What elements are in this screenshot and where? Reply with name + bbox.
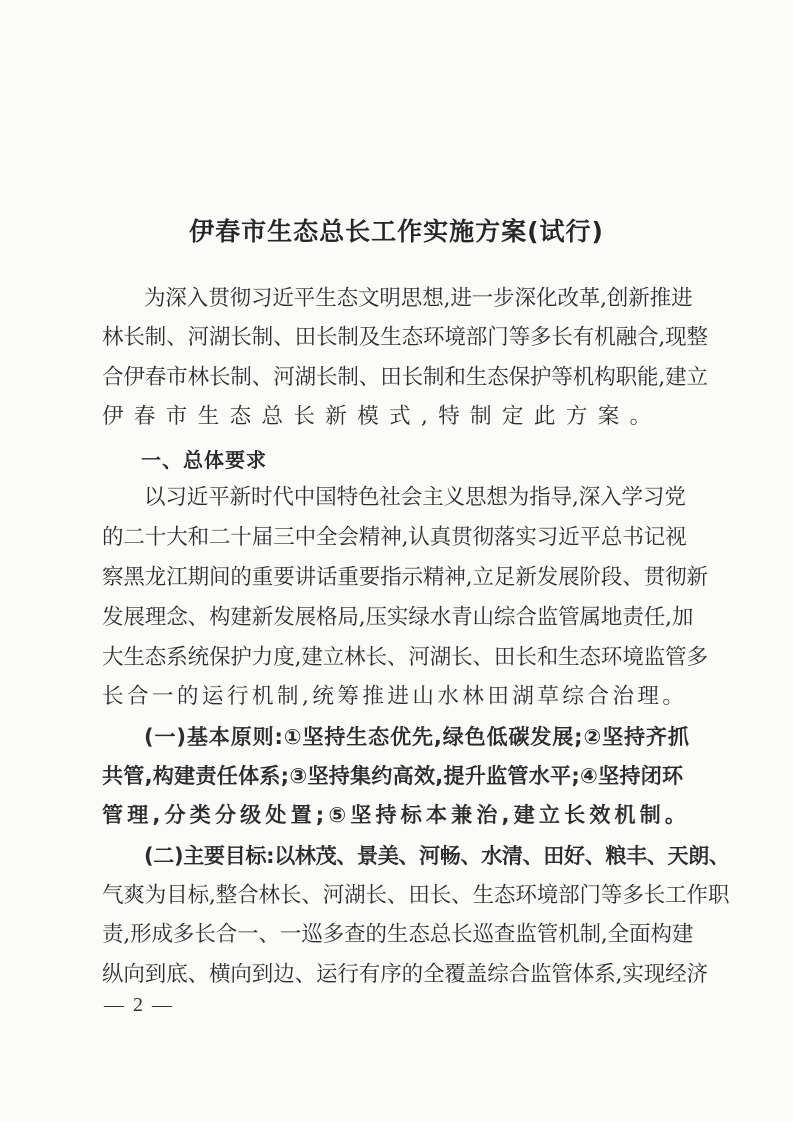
- goals-line: 责,形成多长合一、一巡多查的生态总长巡查监管机制,全面构建: [102, 922, 694, 947]
- section-line: 的二十大和二十届三中全会精神,认真贯彻落实习近平总书记视: [102, 525, 687, 550]
- principles-line: 管理,分类分级处置;⑤坚持标本兼治,建立长效机制。: [102, 803, 691, 827]
- intro-line: 伊春市生态总长新模式,特制定此方案。: [102, 404, 662, 429]
- intro-line: 为深入贯彻习近平生态文明思想,进一步深化改革,创新推进: [144, 286, 693, 311]
- intro-line: 合伊春市林长制、河湖长制、田长制和生态保护等机构职能,建立: [102, 365, 708, 390]
- principles-line: 共管,构建责任体系;③坚持集约高效,提升监管水平;④坚持闭环: [102, 764, 684, 788]
- goals-line: 气爽为目标,整合林长、河湖长、田长、生态环境部门等多长工作职: [102, 883, 730, 908]
- page-number: — 2 —: [104, 994, 174, 1016]
- section-line: 发展理念、构建新发展格局,压实绿水青山综合监管属地责任,加: [102, 605, 694, 630]
- section-line: 察黑龙江期间的重要讲话重要指示精神,立足新发展阶段、贯彻新: [102, 565, 708, 590]
- document-title: 伊春市生态总长工作实施方案(试行): [189, 217, 604, 246]
- intro-line: 林长制、河湖长制、田长制及生态环境部门等多长有机融合,现整: [102, 325, 708, 350]
- section-line: 大生态系统保护力度,建立林长、河湖长、田长和生态环境监管多: [102, 645, 708, 670]
- section-line: 长合一的运行机制,统筹推进山水林田湖草综合治理。: [102, 684, 688, 709]
- section-heading: 一、总体要求: [141, 448, 267, 472]
- goals-line: 纵向到底、横向到边、运行有序的全覆盖综合监管体系,实现经济: [102, 962, 708, 987]
- goals-line: (二)主要目标:以林茂、景美、河畅、水清、田好、粮丰、天朗、: [144, 844, 730, 868]
- section-line: 以习近平新时代中国特色社会主义思想为指导,深入学习党: [144, 485, 686, 510]
- principles-line: (一)基本原则:①坚持生态优先,绿色低碳发展;②坚持齐抓: [144, 725, 690, 749]
